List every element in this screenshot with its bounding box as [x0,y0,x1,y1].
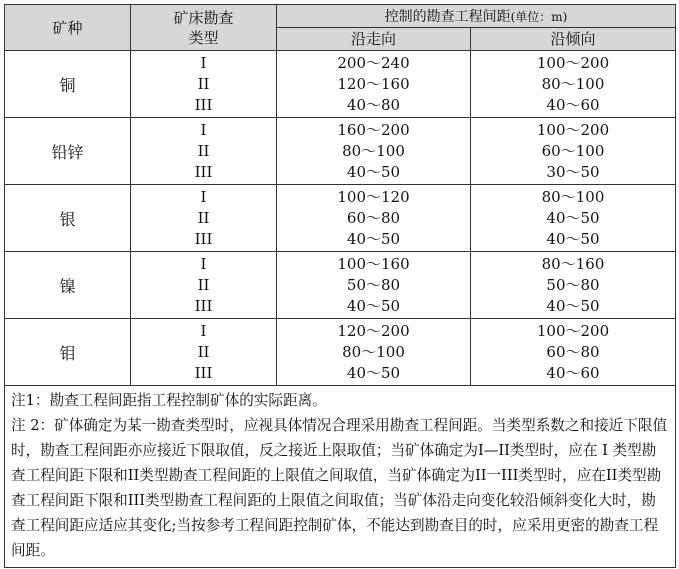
spacing-table-container [4,4,675,568]
type-value: II [197,141,210,160]
type-cell [131,118,277,185]
mineral-cell: 铜 [5,51,131,118]
dip-value: 40～50 [546,208,600,227]
type-value: III [194,229,213,248]
header-spacing-label: 控制的勘查工程间距 [384,8,511,25]
type-value: I [200,120,207,139]
dip-value: 40～50 [546,229,600,248]
type-value: III [194,95,213,114]
type-value: I [200,187,207,206]
strike-value: 40～80 [346,95,401,114]
strike-value: 100～160 [337,254,410,273]
strike-value: 40～50 [346,229,401,248]
strike-value: 80～100 [342,141,405,160]
table-row [5,118,676,185]
strike-value: 80～100 [342,342,405,361]
dip-cell [471,51,676,118]
dip-value: 80～100 [541,187,605,206]
strike-value: 40～50 [346,296,401,315]
mineral-cell: 银 [5,185,131,252]
header-deposit-type-text: 矿床勘查类型 [173,8,234,47]
type-cell [131,319,277,386]
dip-cell [471,118,676,185]
strike-value: 100～120 [337,187,410,206]
dip-value: 100～200 [536,321,610,340]
header-spacing-unit: (单位：m) [510,9,568,24]
strike-value: 40～50 [346,162,401,181]
dip-value: 30～50 [546,162,600,181]
header-spacing [277,5,676,28]
dip-cell [471,252,676,319]
header-deposit-type [131,5,277,51]
dip-value: 40～50 [546,296,600,315]
dip-value: 100～200 [536,120,610,139]
dip-cell [471,319,676,386]
strike-cell [277,51,471,118]
type-value: III [194,296,213,315]
strike-cell [277,118,471,185]
note-2: 注 2：矿体确定为某一勘查类型时，应视具体情况合理采用勘查工程间距。当类型系数之和接近下限值时，勘查工程间距亦应接近下限取值，反之接近上限取值；当矿体确定为I—II类型时，应在 I 类型勘查工程间距下限和II类型勘查工程间距的上限值之间取值，当矿体确定为II一III类型时，应在II类型勘查工程间距下限和III类型勘查工程间距的上限值之间取值；当矿体沿走向变化较沿倾斜变化大时，勘查工程间距应适应其变化;当按参考工程间距控制矿体，不能达到勘查目的时，应采用更密的勘查工程间距。 [11,417,668,559]
table-row [5,185,676,252]
type-value: II [197,342,210,361]
table-row [5,252,676,319]
dip-value: 40～60 [546,95,600,114]
strike-cell [277,319,471,386]
type-cell [131,252,277,319]
dip-value: 80～160 [541,254,605,273]
type-value: II [197,74,210,93]
dip-value: 80～100 [541,74,605,93]
table-row [5,319,676,386]
type-cell [131,185,277,252]
dip-value: 40～60 [546,363,600,382]
type-value: I [200,321,207,340]
header-along-strike: 沿走向 [277,28,471,51]
header-along-dip: 沿倾向 [471,28,676,51]
strike-value: 200～240 [337,53,410,72]
type-cell [131,51,277,118]
table-body [5,51,676,568]
mineral-cell: 镍 [5,252,131,319]
dip-cell [471,185,676,252]
dip-value: 60～100 [541,141,605,160]
header-mineral: 矿种 [5,5,131,51]
table-row [5,51,676,118]
mineral-cell: 钼 [5,319,131,386]
type-value: III [194,162,213,181]
mineral-cell: 铅锌 [5,118,131,185]
type-value: II [197,208,210,227]
type-value: III [194,363,213,382]
dip-value: 100～200 [536,53,610,72]
exploration-spacing-table [4,4,676,568]
type-value: I [200,53,207,72]
strike-value: 40～50 [346,363,401,382]
notes-row [5,386,676,568]
strike-value: 120～160 [337,74,410,93]
strike-cell [277,185,471,252]
type-value: I [200,254,207,273]
strike-value: 120～200 [337,321,410,340]
dip-value: 50～80 [546,275,600,294]
notes-cell [5,386,676,568]
strike-cell [277,252,471,319]
type-value: II [197,275,210,294]
strike-value: 50～80 [346,275,401,294]
strike-value: 160～200 [337,120,410,139]
strike-value: 60～80 [346,208,401,227]
dip-value: 60～80 [546,342,600,361]
note-1: 注1：勘查工程间距指工程控制矿体的实际距离。 [11,392,327,409]
